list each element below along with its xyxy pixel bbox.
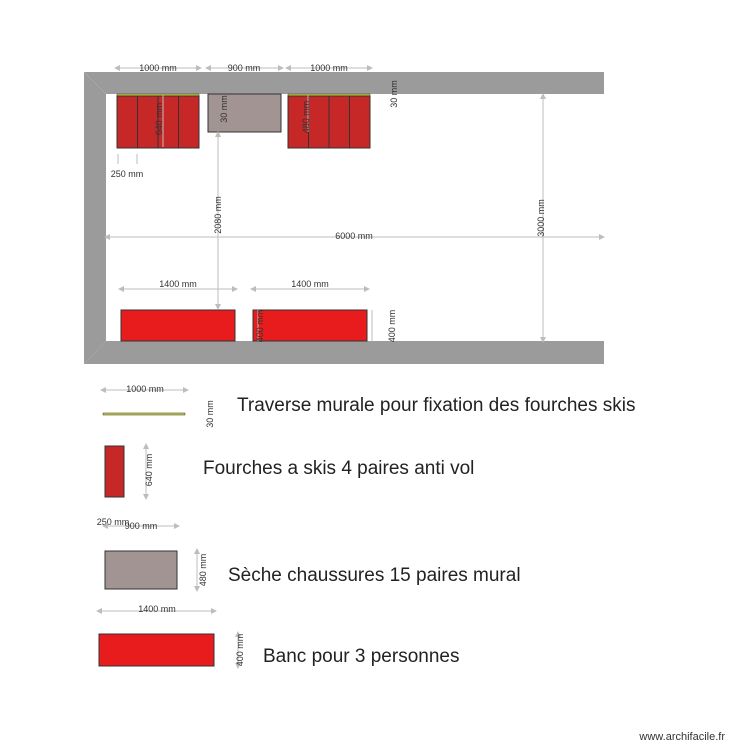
- bench-left: [121, 310, 235, 341]
- legend-ski-fork-label: Fourches a skis 4 paires anti vol: [203, 458, 475, 479]
- dim-6000: 6000 mm: [335, 231, 373, 241]
- bench-right: [253, 310, 367, 341]
- dim-3000: 3000 mm: [536, 199, 546, 237]
- legend-bench-swatch: [99, 634, 214, 666]
- dim-30-right: 30 mm: [389, 80, 399, 108]
- legend-ski-fork-height: 640 mm: [144, 453, 154, 487]
- legend-item-shoe-dryer: [105, 521, 521, 589]
- legend-item-rail: [103, 384, 635, 428]
- dim-30-left: 30 mm: [219, 95, 229, 123]
- dim-400-right: 400 mm: [387, 309, 397, 343]
- ski-fork: [309, 96, 330, 148]
- dim-bench-1: 1400 mm: [159, 279, 197, 289]
- legend-bench-width: 1400 mm: [138, 604, 176, 614]
- wall-bottom: [84, 341, 604, 364]
- dim-250: 250 mm: [110, 169, 144, 179]
- legend-shoe-dryer-height: 480 mm: [198, 553, 208, 587]
- legend-shoe-dryer-label: Sèche chaussures 15 paires mural: [228, 565, 521, 586]
- legend-shoe-dryer-swatch: [105, 551, 177, 589]
- legend-item-ski-fork: [97, 446, 475, 527]
- dim-400-left: 400 mm: [255, 309, 265, 343]
- dim-2080: 2080 mm: [213, 196, 223, 234]
- legend-rail-label: Traverse murale pour fixation des fourches skis: [237, 395, 636, 416]
- dim-top-3: 1000 mm: [310, 63, 348, 73]
- watermark: www.archifacile.fr: [639, 731, 725, 743]
- wall-top: [84, 72, 604, 94]
- dim-top-1: 1000 mm: [139, 63, 177, 73]
- dim-640: 640 mm: [154, 102, 164, 136]
- legend: [97, 384, 636, 667]
- ski-fork: [179, 96, 200, 148]
- dim-bench-2: 1400 mm: [291, 279, 329, 289]
- legend-bench-height: 400 mm: [235, 633, 245, 667]
- ski-fork: [117, 96, 138, 148]
- ski-fork: [350, 96, 371, 148]
- legend-bench-label: Banc pour 3 personnes: [263, 646, 460, 667]
- legend-rail-height: 30 mm: [205, 400, 215, 428]
- legend-ski-fork-swatch: [105, 446, 124, 497]
- wall-left: [84, 72, 106, 364]
- dim-480: 480 mm: [301, 100, 311, 134]
- dim-top-2: 900 mm: [227, 63, 261, 73]
- legend-rail-swatch: [103, 413, 185, 415]
- ski-fork: [329, 96, 350, 148]
- legend-item-bench: [99, 604, 459, 667]
- legend-ski-fork-width: 250 mm: [96, 517, 130, 527]
- legend-rail-width: 1000 mm: [126, 384, 164, 394]
- legend-shoe-dryer-width: 900 mm: [124, 521, 158, 531]
